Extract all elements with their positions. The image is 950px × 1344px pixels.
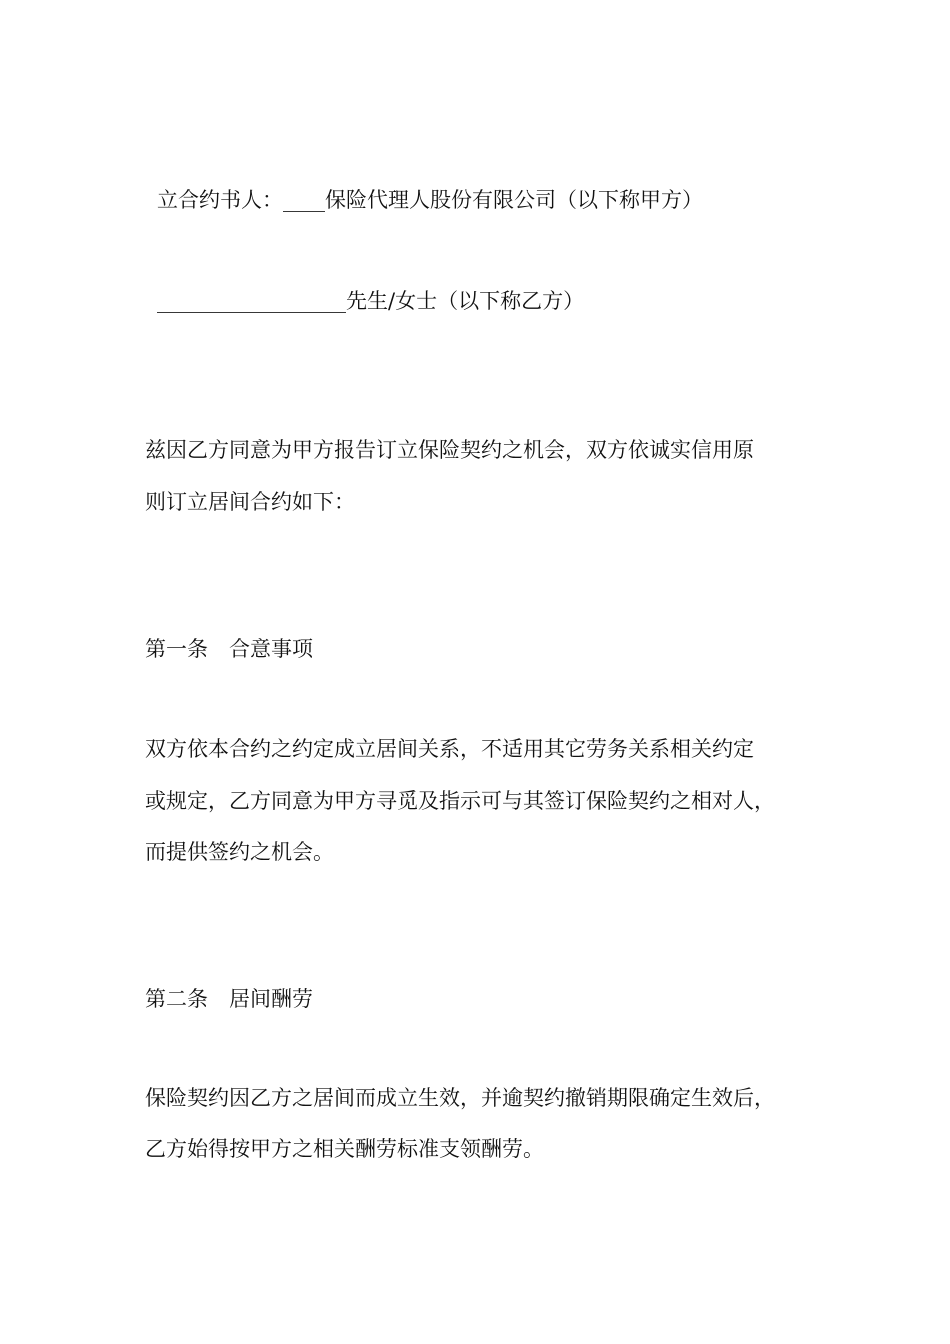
- article-2-title: 第二条 居间酬劳: [145, 987, 313, 1011]
- article-1-line-1: 双方依本合约之约定成立居间关系，不适用其它劳务关系相关约定: [145, 737, 754, 761]
- article-2-line-1: 保险契约因乙方之居间而成立生效，并逾契约撤销期限确定生效后，: [145, 1086, 775, 1110]
- article-1-line-3: 而提供签约之机会。: [145, 840, 334, 864]
- party-a-line: 立合约书人：____保险代理人股份有限公司（以下称甲方）: [157, 188, 703, 212]
- party-b-line: __________________先生/女士（以下称乙方）: [157, 289, 585, 313]
- article-1-title: 第一条 合意事项: [145, 637, 313, 661]
- intro-line-1: 兹因乙方同意为甲方报告订立保险契约之机会，双方依诚实信用原: [145, 438, 754, 462]
- article-1-line-2: 或规定，乙方同意为甲方寻觅及指示可与其签订保险契约之相对人，: [145, 789, 775, 813]
- article-2-line-2: 乙方始得按甲方之相关酬劳标准支领酬劳。: [145, 1137, 544, 1161]
- intro-line-2: 则订立居间合约如下：: [145, 490, 355, 514]
